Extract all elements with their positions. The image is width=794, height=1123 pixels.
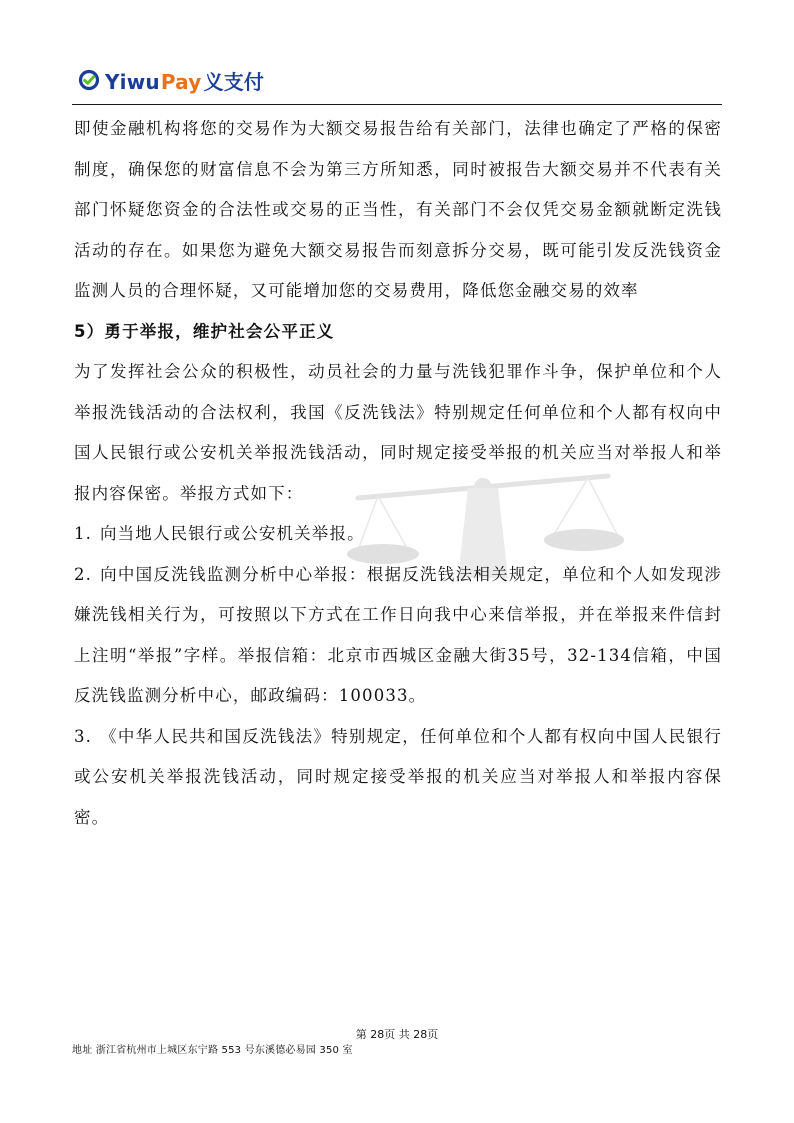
logo-pay-text: Pay <box>160 69 202 94</box>
check-badge-icon <box>78 69 100 91</box>
body-paragraph: 即使金融机构将您的交易作为大额交易报告给有关部门，法律也确定了严格的保密制度，确保您的财富信息不会为第三方所知悉，同时被报告大额交易并不代表有关部门怀疑您资金的合法性或交易的正当性，有关部门不会仅凭交易金额就断定洗钱活动的存在。如果您为避免大额交易报告而刻意拆分交易，既可能引发反洗钱资金监测人员的合理怀疑，又可能增加您的交易费用，降低您金融交易的效率 <box>74 119 722 300</box>
body-paragraph: 为了发挥社会公众的积极性，动员社会的力量与洗钱犯罪作斗争，保护单位和个人举报洗钱活动的合法权利，我国《反洗钱法》特别规定任何单位和个人都有权向中国人民银行或公安机关举报洗钱活动，同时规定接受举报的机关应当对举报人和举报内容保密。举报方式如下： <box>74 362 722 503</box>
page-footer <box>0 1020 794 1070</box>
list-item-number: 2. <box>74 564 93 584</box>
yiwupay-logo <box>78 62 264 98</box>
list-item-number: 3. <box>74 726 93 746</box>
section-heading: 5）勇于举报，维护社会公平正义 <box>74 321 335 341</box>
logo-yiwu-text: Yiwu <box>105 69 160 94</box>
list-item-text: 向中国反洗钱监测分析中心举报：根据反洗钱法相关规定，单位和个人如发现涉嫌洗钱相关行为，可按照以下方式在工作日向我中心来信举报，并在举报来件信封上注明“举报”字样。举报信箱：北京市西城区金融大街35号，32-134信箱，中国反洗钱监测分析中心，邮政编码：100033。 <box>74 564 722 705</box>
page-header <box>0 0 794 110</box>
page-number: 第 28页 共 28页 <box>355 1028 439 1041</box>
header-divider <box>72 104 722 105</box>
company-address: 地址 浙江省杭州市上城区东宁路 553 号东溪德必易园 350 室 <box>72 1045 353 1056</box>
document-body <box>74 109 722 838</box>
list-item-number: 1. <box>74 524 93 543</box>
list-item <box>74 717 722 839</box>
list-item <box>74 555 722 717</box>
logo-chinese-text: 义支付 <box>203 69 265 94</box>
list-item-text: 向当地人民银行或公安机关举报。 <box>100 524 365 543</box>
list-item-text: 《中华人民共和国反洗钱法》特别规定，任何单位和个人都有权向中国人民银行或公安机关举报洗钱活动，同时规定接受举报的机关应当对举报人和举报内容保密。 <box>74 726 722 827</box>
logo-wordmark <box>105 66 264 95</box>
list-item <box>74 514 722 555</box>
